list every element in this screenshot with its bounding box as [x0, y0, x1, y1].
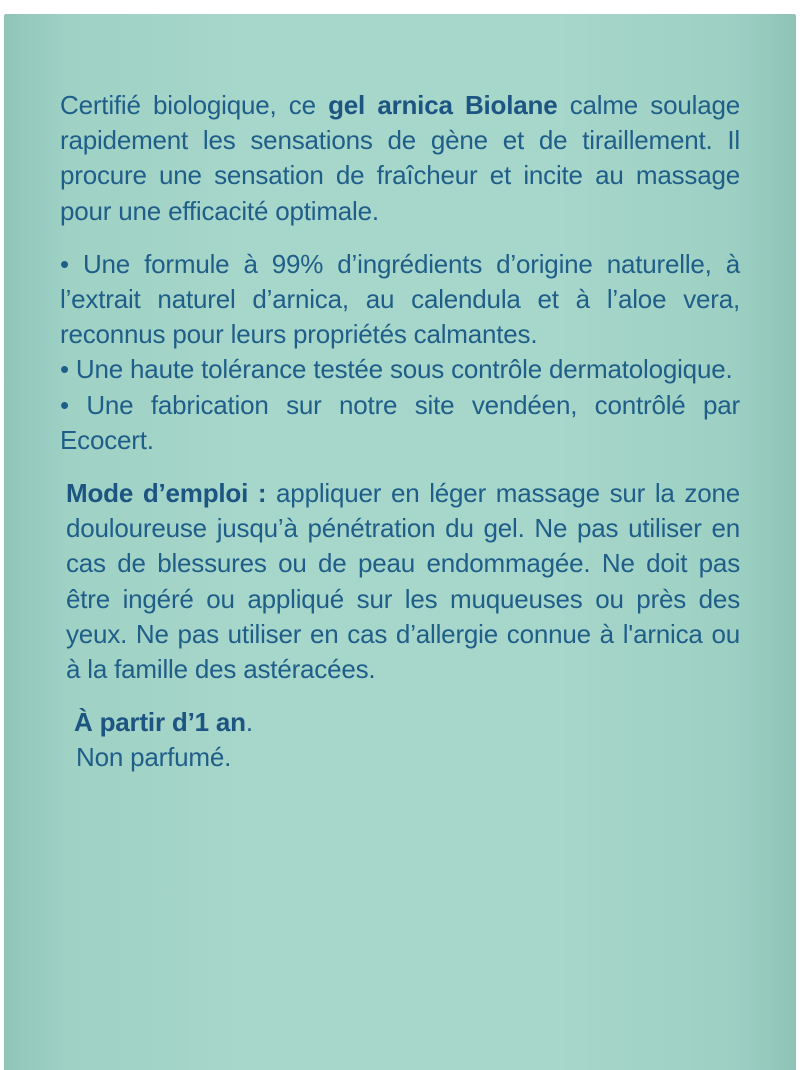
product-name: gel arnica Biolane: [328, 90, 558, 120]
usage-text: appliquer en léger massage sur la zone douloureuse jusqu’à pénétration du gel. Ne pas utiliser en cas de blessures ou de peau endommagée. Ne doit pas être ingéré ou appliqué sur les muqueuses ou près des yeux. Ne pas utiliser en cas d’allergie connue à l'arnica ou à la famille des astéracées.: [66, 478, 740, 685]
bullet-tolerance: • Une haute tolérance testée sous contrôle dermatologique.: [60, 354, 733, 385]
age-suffix: .: [245, 707, 253, 738]
age-label: À partir d’1 an: [74, 707, 246, 738]
usage-title: Mode d’emploi :: [66, 478, 267, 509]
usage-paragraph: [66, 476, 740, 687]
bullet-formula: • Une formule à 99% d’ingrédients d’origine naturelle, à l’extrait naturel d’arnica, au calendula et à l’aloe vera, reconnus pour leurs propriétés calmantes.: [60, 248, 740, 350]
bullet-list: [60, 247, 740, 458]
bullet-fabrication: • Une fabrication sur notre site vendéen, contrôlé par Ecocert.: [60, 389, 740, 455]
age-line: [74, 705, 740, 740]
fragrance-line: Non parfumé.: [76, 742, 232, 773]
product-label: [60, 88, 740, 776]
description-paragraph: [60, 88, 740, 229]
intro-after: calme soulage rapidement les sensations de gène et de tiraillement. Il procure une sensation de fraîcheur et incite au massage pour une efficacité optimale.: [60, 90, 740, 226]
intro-before: Certifié biologique, ce: [60, 90, 329, 120]
